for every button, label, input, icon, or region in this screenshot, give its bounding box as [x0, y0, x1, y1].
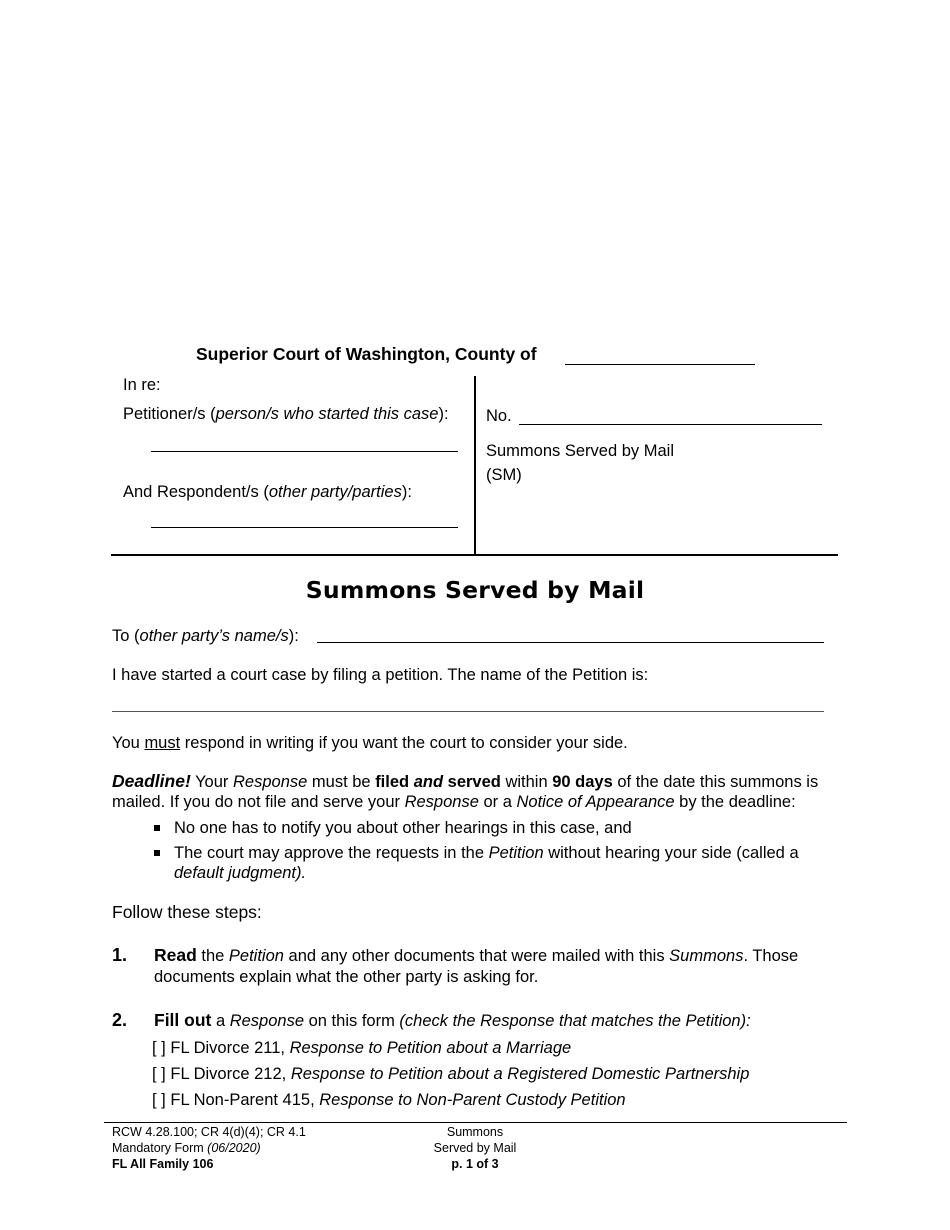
petitioner-field[interactable] [151, 451, 458, 452]
deadline-paragraph: Deadline! Your Response must be filed and served within 90 days of the date this summons is mailed. If you do not file and serve your Response or a Notice of Appearance by the deadline: [112, 771, 819, 811]
page-number: p. 1 of 3 [451, 1157, 499, 1171]
step-1-text: Read the Petition and any other documents that were mailed with this Summons. Those documents explain what the other party is asking for. [154, 945, 799, 986]
response-option-divorce-211[interactable]: [ ] FL Divorce 211, Response to Petition about a Marriage [152, 1039, 572, 1057]
petition-name-field[interactable] [112, 711, 824, 712]
step-1-number: 1. [112, 945, 128, 965]
form-code: (SM) [486, 466, 522, 484]
checkbox[interactable]: [ ] [152, 1091, 166, 1109]
caption-bottom-rule [111, 554, 838, 556]
footer-doc-name: Summons [446, 1125, 504, 1139]
checkbox[interactable]: [ ] [152, 1065, 166, 1083]
list-item: No one has to notify you about other hearings in this case, and [154, 818, 844, 838]
consequence-list [154, 818, 844, 888]
bullet-icon [154, 850, 160, 856]
document-title: Summons Served by Mail [305, 576, 645, 604]
steps-heading: Follow these steps: [112, 902, 262, 922]
respondent-field[interactable] [151, 527, 458, 528]
case-number-field[interactable] [519, 424, 822, 425]
court-title: Superior Court of Washington, County of [196, 344, 537, 364]
checkbox[interactable]: [ ] [152, 1039, 166, 1057]
form-name: Summons Served by Mail [486, 442, 674, 460]
footer-rule [104, 1122, 847, 1123]
footer-center [400, 1124, 550, 1172]
response-option-divorce-212[interactable]: [ ] FL Divorce 212, Response to Petition about a Registered Domestic Partnership [152, 1065, 750, 1083]
in-re-label: In re: [123, 376, 161, 394]
must-respond-text: You must respond in writing if you want the court to consider your side. [112, 734, 628, 752]
petitioner-label: Petitioner/s (person/s who started this case): [123, 405, 449, 423]
county-field[interactable] [565, 344, 755, 365]
bullet-icon [154, 825, 160, 831]
footer-form-id: FL All Family 106 [112, 1157, 214, 1171]
step-2-number: 2. [112, 1010, 128, 1030]
footer-rcw: RCW 4.28.100; CR 4(d)(4); CR 4.1 [112, 1125, 306, 1139]
caption-divider [474, 376, 476, 556]
footer-doc-name-2: Served by Mail [433, 1141, 517, 1155]
footer-mandatory: Mandatory Form (06/2020) [112, 1141, 261, 1155]
intro-text: I have started a court case by filing a petition. The name of the Petition is: [112, 666, 649, 684]
step-2-text: Fill out a Response on this form (check the Response that matches the Petition): [154, 1010, 751, 1030]
respondent-label: And Respondent/s (other party/parties): [123, 483, 412, 501]
case-number-label: No. [486, 407, 512, 425]
list-item: The court may approve the requests in the Petition without hearing your side (called a default judgment). [154, 843, 844, 883]
response-option-non-parent-415[interactable]: [ ] FL Non-Parent 415, Response to Non-Parent Custody Petition [152, 1091, 626, 1109]
to-label: To (other party’s name/s): [112, 627, 299, 645]
other-party-name-field[interactable] [317, 642, 824, 643]
footer-left [112, 1124, 306, 1172]
